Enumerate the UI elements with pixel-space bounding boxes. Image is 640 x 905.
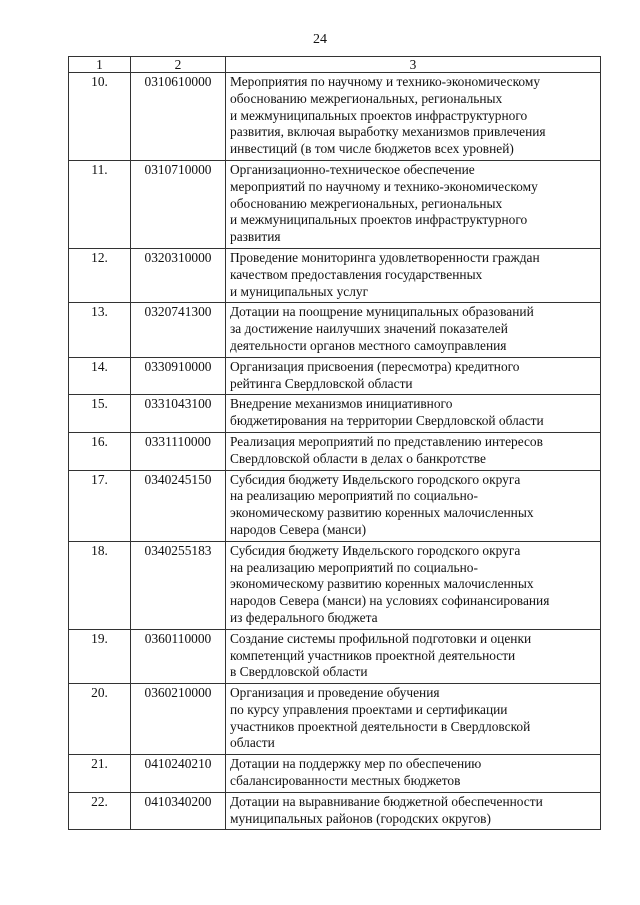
table-row (69, 73, 601, 161)
budget-code: 0410240210 (131, 755, 226, 793)
description-line: Реализация мероприятий по представлению интересов (230, 433, 543, 449)
budget-code: 0330910000 (131, 357, 226, 395)
row-number: 21. (69, 755, 131, 793)
description-line: развития (230, 229, 281, 245)
table-row (69, 470, 601, 541)
item-description (226, 303, 601, 357)
description-line: деятельности органов местного самоуправления (230, 337, 507, 353)
table-row (69, 248, 601, 302)
item-description (226, 432, 601, 470)
row-number: 12. (69, 248, 131, 302)
row-number: 22. (69, 792, 131, 830)
item-description (226, 160, 601, 248)
budget-codes-table (68, 56, 601, 830)
budget-code: 0331043100 (131, 395, 226, 433)
table-row (69, 303, 601, 357)
description-line: обоснованию межрегиональных, региональных (230, 90, 503, 106)
description-line: экономическому развитию коренных малочисленных (230, 505, 534, 521)
item-description (226, 792, 601, 830)
description-line: и муниципальных услуг (230, 283, 369, 299)
item-description (226, 73, 601, 161)
description-line: за достижение наилучших значений показателей (230, 321, 508, 337)
description-line: муниципальных районов (городских округов) (230, 810, 491, 826)
row-number: 18. (69, 541, 131, 629)
table-row (69, 395, 601, 433)
description-line: обоснованию межрегиональных, региональных (230, 195, 503, 211)
description-line: Создание системы профильной подготовки и оценки (230, 630, 532, 646)
budget-code: 0340255183 (131, 541, 226, 629)
item-description (226, 541, 601, 629)
item-description (226, 470, 601, 541)
column-header-code: 2 (131, 57, 226, 73)
description-line: и межмуниципальных проектов инфраструктурного (230, 212, 528, 228)
description-line: сбалансированности местных бюджетов (230, 773, 461, 789)
row-number: 15. (69, 395, 131, 433)
description-line: в Свердловской области (230, 664, 368, 680)
item-description (226, 395, 601, 433)
description-line: Внедрение механизмов инициативного (230, 396, 453, 412)
description-line: развития, включая выработку механизмов привлечения (230, 124, 546, 140)
item-description (226, 629, 601, 683)
description-line: Дотации на поддержку мер по обеспечению (230, 756, 482, 772)
description-line: народов Севера (манси) на условиях софинансирования (230, 593, 550, 609)
description-line: Организационно-техническое обеспечение (230, 161, 475, 177)
table-row (69, 541, 601, 629)
budget-code: 0410340200 (131, 792, 226, 830)
item-description (226, 684, 601, 755)
budget-code: 0331110000 (131, 432, 226, 470)
column-header-number: 1 (69, 57, 131, 73)
description-line: участников проектной деятельности в Свердловской (230, 718, 531, 734)
table-row (69, 792, 601, 830)
description-line: мероприятий по научному и технико-экономическому (230, 178, 538, 194)
description-line: из федерального бюджета (230, 609, 378, 625)
description-line: экономическому развитию коренных малочисленных (230, 576, 534, 592)
description-line: области (230, 735, 275, 751)
page-number: 24 (313, 32, 327, 47)
row-number: 13. (69, 303, 131, 357)
description-line: Организация присвоения (пересмотра) кредитного (230, 358, 520, 374)
description-line: Организация и проведение обучения (230, 685, 440, 701)
description-line: на реализацию мероприятий по социально- (230, 488, 478, 504)
row-number: 19. (69, 629, 131, 683)
item-description (226, 755, 601, 793)
description-line: Свердловской области в делах о банкротстве (230, 450, 486, 466)
description-line: качеством предоставления государственных (230, 266, 483, 282)
description-line: Мероприятия по научному и технико-экономическому (230, 74, 541, 89)
row-number: 16. (69, 432, 131, 470)
budget-code: 0340245150 (131, 470, 226, 541)
row-number: 20. (69, 684, 131, 755)
table-row (69, 629, 601, 683)
description-line: Проведение мониторинга удовлетворенности граждан (230, 249, 540, 265)
row-number: 17. (69, 470, 131, 541)
budget-code: 0320741300 (131, 303, 226, 357)
table-header-row (69, 57, 601, 73)
description-line: бюджетирования на территории Свердловской области (230, 413, 544, 429)
table-row (69, 755, 601, 793)
item-description (226, 357, 601, 395)
description-line: Субсидия бюджету Ивдельского городского округа (230, 471, 521, 487)
item-description (226, 248, 601, 302)
description-line: компетенций участников проектной деятельности (230, 647, 516, 663)
description-line: Субсидия бюджету Ивдельского городского округа (230, 542, 521, 558)
budget-code: 0360210000 (131, 684, 226, 755)
table-row (69, 357, 601, 395)
budget-code: 0320310000 (131, 248, 226, 302)
row-number: 11. (69, 160, 131, 248)
table-row (69, 160, 601, 248)
description-line: на реализацию мероприятий по социально- (230, 559, 478, 575)
description-line: Дотации на выравнивание бюджетной обеспеченности (230, 793, 543, 809)
row-number: 14. (69, 357, 131, 395)
budget-code: 0310710000 (131, 160, 226, 248)
column-header-description: 3 (226, 57, 601, 73)
description-line: Дотации на поощрение муниципальных образований (230, 304, 534, 320)
row-number: 10. (69, 73, 131, 161)
table-row (69, 432, 601, 470)
description-line: народов Севера (манси) (230, 521, 367, 537)
description-line: по курсу управления проектами и сертификации (230, 701, 508, 717)
description-line: и межмуниципальных проектов инфраструктурного (230, 107, 528, 123)
description-line: инвестиций (в том числе бюджетов всех уровней) (230, 141, 514, 157)
table-row (69, 684, 601, 755)
budget-code: 0360110000 (131, 629, 226, 683)
description-line: рейтинга Свердловской области (230, 375, 413, 391)
budget-code: 0310610000 (131, 73, 226, 161)
